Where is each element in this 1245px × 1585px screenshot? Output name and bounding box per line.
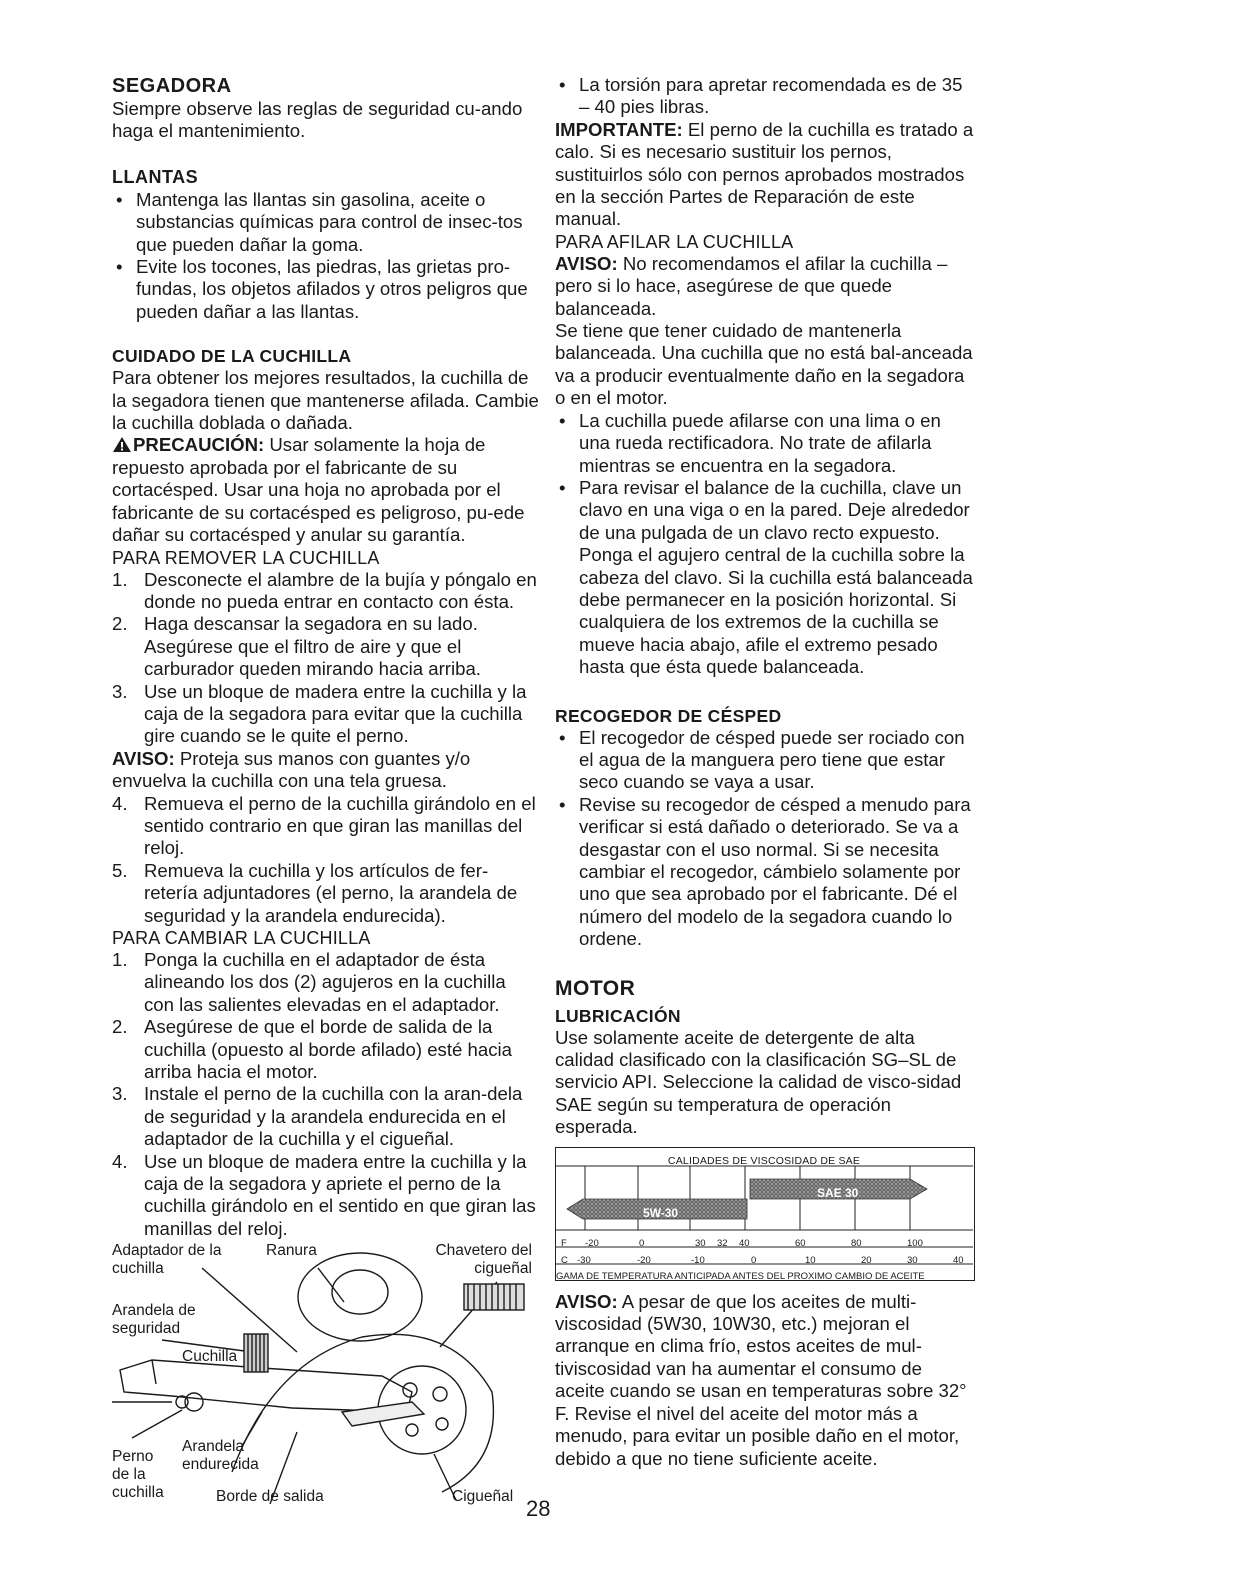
importante-text: El perno de la cuchilla es tratado a calo. Si es necesario sustituir los pernos, sustituirlos sólo con pernos aprobados mostrados en la sección Partes de Reparación de este manual.	[555, 118, 974, 230]
left-column	[112, 74, 540, 1507]
recogedor-heading: RECOGEDOR DE CÉSPED	[555, 705, 782, 726]
step-number: 5.	[112, 859, 128, 881]
remover-heading: PARA REMOVER LA CUCHILLA	[112, 547, 380, 568]
label-ranura: Ranura	[266, 1242, 317, 1260]
importante-paragraph	[555, 119, 975, 231]
viscosity-chart-footer: GAMA DE TEMPERATURA ANTICIPADA ANTES DEL PROXIMO CAMBIO DE ACEITE	[556, 1270, 925, 1282]
lubricacion-heading: LUBRICACIÓN	[555, 1005, 681, 1026]
step-text: Use un bloque de madera entre la cuchilla y la caja de la segadora y apriete el perno de la cuchilla girándolo en el sentido en que giran las manillas del reloj.	[144, 1150, 536, 1239]
step-text: Asegúrese de que el borde de salida de la cuchilla (opuesto al borde afilado) esté hacia arriba hacia el motor.	[144, 1016, 512, 1083]
list-item	[112, 1083, 540, 1150]
aviso-text: No recomendamos el afilar la cuchilla – pero si lo hace, asegúrese de que quede balanceada.	[555, 252, 948, 319]
step-number: 3.	[112, 1083, 128, 1105]
step-text: Remueva la cuchilla y los artículos de fer-retería adjuntadores (el perno, la arandela de seguridad y la arandela endurecida).	[144, 859, 518, 926]
list-item	[112, 613, 540, 680]
segadora-heading: SEGADORA	[112, 75, 232, 97]
torsion-list	[555, 74, 975, 119]
page-number: 28	[526, 1496, 551, 1521]
f-tick: 32	[717, 1237, 728, 1249]
importante-label: IMPORTANTE:	[555, 118, 683, 140]
step-number: 4.	[112, 1150, 128, 1172]
cuidado-paragraph: Para obtener los mejores resultados, la cuchilla de la segadora tienen que mantenerse afilada. Cambie la cuchilla doblada o dañada.	[112, 367, 539, 434]
label-cuchilla: Cuchilla	[182, 1348, 238, 1366]
label-borde: Borde de salida	[216, 1488, 324, 1506]
list-item	[112, 1016, 540, 1083]
aviso-label: AVISO:	[555, 1290, 618, 1312]
step-number: 3.	[112, 680, 128, 702]
list-item	[112, 793, 540, 860]
warning-triangle-icon	[112, 436, 132, 453]
step-number: 1.	[112, 949, 128, 970]
band-5w30-label: 5W-30	[643, 1205, 679, 1220]
c-tick: 10	[805, 1254, 816, 1266]
cambiar-heading: PARA CAMBIAR LA CUCHILLA	[112, 928, 371, 948]
lubricacion-paragraph: Use solamente aceite de detergente de alta calidad clasificado con la clasificación SG–SL de servicio API. Seleccione la calidad de visco-sidad SAE según su temperatura de operación esperada.	[555, 1026, 962, 1138]
label-adaptador: Adaptador de la cuchilla	[112, 1242, 222, 1278]
list-item	[112, 949, 540, 1016]
list-item: • Evite los tocones, las piedras, las grietas pro-fundas, los objetos afilados y otros peligros que pueden dañar a las llantas.	[112, 256, 540, 323]
afilar-heading: PARA AFILAR LA CUCHILLA	[555, 231, 794, 252]
f-tick: -20	[585, 1237, 599, 1249]
afilar-list	[555, 410, 975, 679]
right-column	[555, 74, 975, 1470]
list-item: • La torsión para apretar recomendada es de 35 – 40 pies libras.	[555, 74, 975, 119]
f-tick: 100	[907, 1237, 923, 1249]
label-arandela-seguridad: Arandela de seguridad	[112, 1302, 196, 1338]
llantas-list	[112, 189, 540, 323]
f-tick: 60	[795, 1237, 806, 1249]
c-tick: 20	[861, 1254, 872, 1266]
viscosity-chart-title: CALIDADES DE VISCOSIDAD DE SAE	[667, 1154, 861, 1167]
step-text: Haga descansar la segadora en su lado. Asegúrese que el filtro de aire y que el carburador queden mirando hacia arriba.	[144, 613, 481, 680]
label-arandela-endurecida: Arandela endurecida	[182, 1438, 259, 1474]
aviso-label: AVISO:	[112, 747, 175, 769]
step-number: 1.	[112, 568, 128, 590]
precaucion-text: Usar solamente la hoja de repuesto aprobada por el fabricante de su cortacésped. Usar una hoja no aprobada por el fabricante de su cortacésped es peligroso, pu-ede dañar su cortacésped y anular su garantía.	[112, 434, 525, 546]
cambiar-steps	[112, 949, 540, 1240]
step-text: Ponga la cuchilla en el adaptador de ésta alineando los dos (2) agujeros en la cuchilla con las salientes elevadas en el adaptador.	[144, 949, 506, 1015]
f-tick: 80	[851, 1237, 862, 1249]
step-number: 2.	[112, 1016, 128, 1038]
c-axis-label: C	[561, 1254, 568, 1266]
blade-assembly-drawing	[112, 1242, 542, 1507]
c-tick: 30	[907, 1254, 918, 1266]
c-tick: -20	[637, 1254, 651, 1266]
cuidado-heading: CUIDADO DE LA CUCHILLA	[112, 346, 352, 367]
balance-paragraph: Se tiene que tener cuidado de mantenerla balanceada. Una cuchilla que no está bal-anceada va a producir eventualmente daño en la segadora o en el motor.	[555, 320, 973, 409]
step-text: Instale el perno de la cuchilla con la aran-dela de seguridad y la arandela endurecida en el adaptador de la cuchilla y el cigueñal.	[144, 1083, 523, 1150]
aviso-afilar-paragraph	[555, 253, 975, 320]
c-tick: -10	[691, 1254, 705, 1266]
list-item: • Revise su recogedor de césped a menudo para verificar si está dañado o deteriorado. Se va a desgastar con el uso normal. Si se necesita cambiar el recogedor, cámbielo solamente por uno que sea aprobado por el fabricante. Dé el número del modelo de la segadora cuando lo ordene.	[555, 794, 975, 951]
llantas-heading: LLANTAS	[112, 166, 199, 187]
remover-steps-a	[112, 569, 540, 748]
step-text: Remueva el perno de la cuchilla girándolo en el sentido contrario en que giran las manillas del reloj.	[144, 792, 536, 859]
aviso-guantes-paragraph	[112, 748, 540, 793]
c-tick: 40	[953, 1254, 964, 1266]
c-tick: 0	[751, 1254, 757, 1266]
aviso-label: AVISO:	[555, 252, 618, 274]
precaucion-paragraph	[112, 434, 540, 546]
step-text: Desconecte el alambre de la bujía y póngalo en donde no pueda entrar en contacto con ésta.	[144, 568, 537, 612]
list-item: • Mantenga las llantas sin gasolina, aceite o substancias químicas para control de insec-tos que pueden dañar la goma.	[112, 189, 540, 256]
motor-heading: MOTOR	[555, 976, 636, 1000]
list-item: • El recogedor de césped puede ser rociado con el agua de la manguera pero tiene que estar seco cuando se vaya a usar.	[555, 727, 975, 794]
f-tick: 0	[639, 1237, 645, 1249]
band-sae30-label: SAE 30	[817, 1185, 859, 1200]
viscosity-chart	[555, 1147, 975, 1285]
label-ciguenal: Cigueñal	[452, 1488, 514, 1506]
aviso-text: A pesar de que los aceites de multi-viscosidad (5W30, 10W30, etc.) mejoran el arranque en clima frío, estos aceites de mul-tiviscosidad van ha aumentar el consumo de aceite cuando se usan en temperaturas sobre 32° F. Revise el nivel del aceite del motor más a menudo, para evitar un posible daño en el motor, debido a que no tiene suficiente aceite.	[555, 1290, 967, 1469]
step-text: Use un bloque de madera entre la cuchilla y la caja de la segadora para evitar que la cuchilla gire cuando se le quite el perno.	[144, 680, 527, 747]
f-axis-label: F	[561, 1237, 567, 1249]
blade-assembly-figure	[112, 1242, 542, 1507]
list-item	[112, 1151, 540, 1241]
list-item	[112, 860, 540, 927]
precaucion-label: PRECAUCIÓN:	[133, 434, 265, 456]
c-tick: -30	[577, 1254, 591, 1266]
step-number: 4.	[112, 792, 128, 814]
label-perno: Perno de la cuchilla	[112, 1448, 164, 1502]
recogedor-list	[555, 727, 975, 951]
list-item	[112, 569, 540, 614]
label-chavetero: Chavetero del cigueñal	[435, 1242, 532, 1278]
list-item: • Para revisar el balance de la cuchilla, clave un clavo en una viga o en la pared. Deje alrededor de una pulgada de un clavo recto expuesto. Ponga el agujero central de la cuchilla sobre la cabeza del clavo. Si la cuchilla está balanceada debe permanecer en la posición horizontal. Si cualquiera de los extremos de la cuchilla se mueve hacia abajo, afile el extremo pesado hasta que ésta quede balanceada.	[555, 477, 975, 679]
remover-steps-b	[112, 793, 540, 927]
f-tick: 30	[695, 1237, 706, 1249]
step-number: 2.	[112, 613, 128, 635]
list-item: • La cuchilla puede afilarse con una lima o en una rueda rectificadora. No trate de afilarla mientras se encuentra en la segadora.	[555, 410, 975, 477]
aviso-multiviscosidad-paragraph	[555, 1291, 975, 1470]
aviso-text: Proteja sus manos con guantes y/o envuelva la cuchilla con una tela gruesa.	[112, 747, 471, 792]
list-item	[112, 681, 540, 748]
segadora-paragraph: Siempre observe las reglas de seguridad cu-ando haga el mantenimiento.	[112, 98, 523, 142]
f-tick: 40	[739, 1237, 750, 1249]
